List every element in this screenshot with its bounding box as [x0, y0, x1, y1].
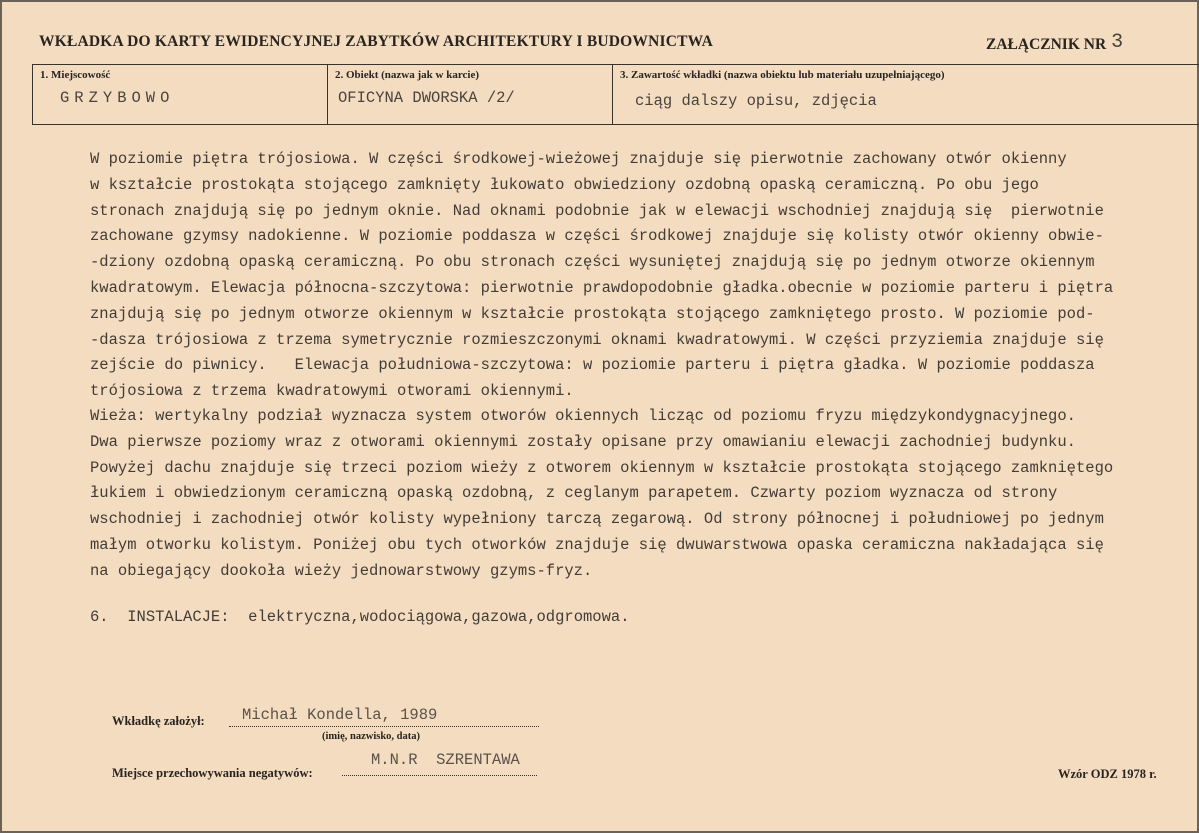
- text-line: zejście do piwnicy. Elewacja południowa-szczytowa: w poziomie parteru i piętra gładka. W poziomie poddasza: [90, 356, 1095, 375]
- form-code: Wzór ODZ 1978 r.: [1058, 767, 1157, 781]
- field-object: [327, 65, 613, 124]
- text-line: kwadratowym. Elewacja północna-szczytowa: pierwotnie prawdopodobnie gładka.obecnie w poziomie parteru i piętra: [90, 278, 1114, 297]
- negatives-label: Miejsce przechowywania negatywów:: [112, 766, 313, 780]
- field-locality-label: 1. Miejscowość: [40, 69, 111, 81]
- installations-line: [90, 608, 630, 626]
- field-object-label: 2. Obiekt (nazwa jak w karcie): [335, 69, 480, 81]
- header-fields: [32, 64, 1199, 125]
- text-line: wschodniej i zachodniej otwór kolisty wypełniony tarczą zegarową. Od strony północnej i południowej po jednym: [90, 510, 1104, 529]
- text-line: trójosiowa z trzema kwadratowymi otworami okiennymi.: [90, 382, 574, 401]
- signature-hint: (imię, nazwisko, data): [322, 731, 420, 742]
- description-paragraph-2: [90, 404, 1195, 585]
- text-line: na obiegający dookoła wieży jednowarstwowy gzyms-fryz.: [90, 561, 593, 580]
- text-line: w kształcie prostokąta stojącego zamknięty łukowato obwiedziony ozdobną opaską ceramiczną. Po obu jego: [90, 175, 1039, 194]
- signature-value: Michał Kondella, 1989: [242, 706, 438, 724]
- signature-dotted-line: [229, 726, 539, 727]
- field-locality: [32, 65, 328, 124]
- card-title: WKŁADKA DO KARTY EWIDENCYJNEJ ZABYTKÓW ARCHITEKTURY I BUDOWNICTWA: [39, 33, 714, 50]
- text-line: W poziomie piętra trójosiowa. W części środkowej-wieżowej znajduje się pierwotnie zachowany otwór okienny: [90, 150, 1067, 168]
- field-contents-label: 3. Zawartość wkładki (nazwa obiektu lub materiału uzupełniającego): [620, 69, 945, 81]
- field-locality-value: GRZYBOWO: [60, 89, 175, 107]
- installations-value: elektryczna,wodociągowa,gazowa,odgromowa.: [248, 608, 630, 626]
- text-line: znajdują się po jednym otworze okiennym w kształcie prostokąta stojącego zamkniętego prosto. W poziomie pod-: [90, 304, 1095, 323]
- text-line: Wieża: wertykalny podział wyznacza system otworów okiennych licząc od poziomu fryzu międzykondygnacyjnego.: [90, 407, 1076, 425]
- text-line: małym otworku kolistym. Poniżej obu tych otworków znajduje się dwuwarstwowa opaska ceramiczna nakładająca się: [90, 535, 1104, 554]
- negatives-value: M.N.R SZRENTAWA: [371, 751, 520, 769]
- text-line: stronach znajdują się po jednym oknie. Nad oknami podobnie jak w elewacji wschodniej znajdują się pierwotnie: [90, 201, 1104, 220]
- installations-number: 6.: [90, 608, 109, 626]
- signature-label: Wkładkę założył:: [112, 714, 205, 728]
- text-line: zachowane gzymsy nadokienne. W poziomie poddasza w części środkowej znajduje się kolisty otwór okienny obwie-: [90, 227, 1104, 246]
- text-line: łukiem i obwiedzionym ceramiczną opaską ozdobną, z ceglanym parapetem. Czwarty poziom wyznacza od strony: [90, 484, 1058, 503]
- text-line: Powyżej dachu znajduje się trzeci poziom wieży z otworem okiennym w kształcie prostokąta stojącego zamkniętego: [90, 458, 1114, 477]
- annex-label: [986, 33, 1123, 56]
- annex-number: 3: [1111, 31, 1124, 54]
- description-paragraph-1: [90, 147, 1195, 405]
- field-contents: [612, 65, 1199, 124]
- text-line: -dziony ozdobną opaską ceramiczną. Po obu stronach części wysuniętej znajdują się po jednym otworze okiennym: [90, 253, 1095, 272]
- field-contents-value: ciąg dalszy opisu, zdjęcia: [635, 92, 877, 110]
- text-line: Dwa pierwsze poziomy wraz z otworami okiennymi zostały opisane przy omawianiu elewacji zachodniej budynku.: [90, 432, 1076, 451]
- annex-label-text: ZAŁĄCZNIK NR: [986, 36, 1107, 53]
- field-object-value: OFICYNA DWORSKA /2/: [338, 89, 515, 107]
- text-line: -dasza trójosiowa z trzema symetrycznie rozmieszczonymi oknami kwadratowymi. W części przyziemia znajduje się: [90, 330, 1104, 349]
- installations-label: INSTALACJE:: [127, 608, 230, 626]
- negatives-dotted-line: [342, 775, 537, 776]
